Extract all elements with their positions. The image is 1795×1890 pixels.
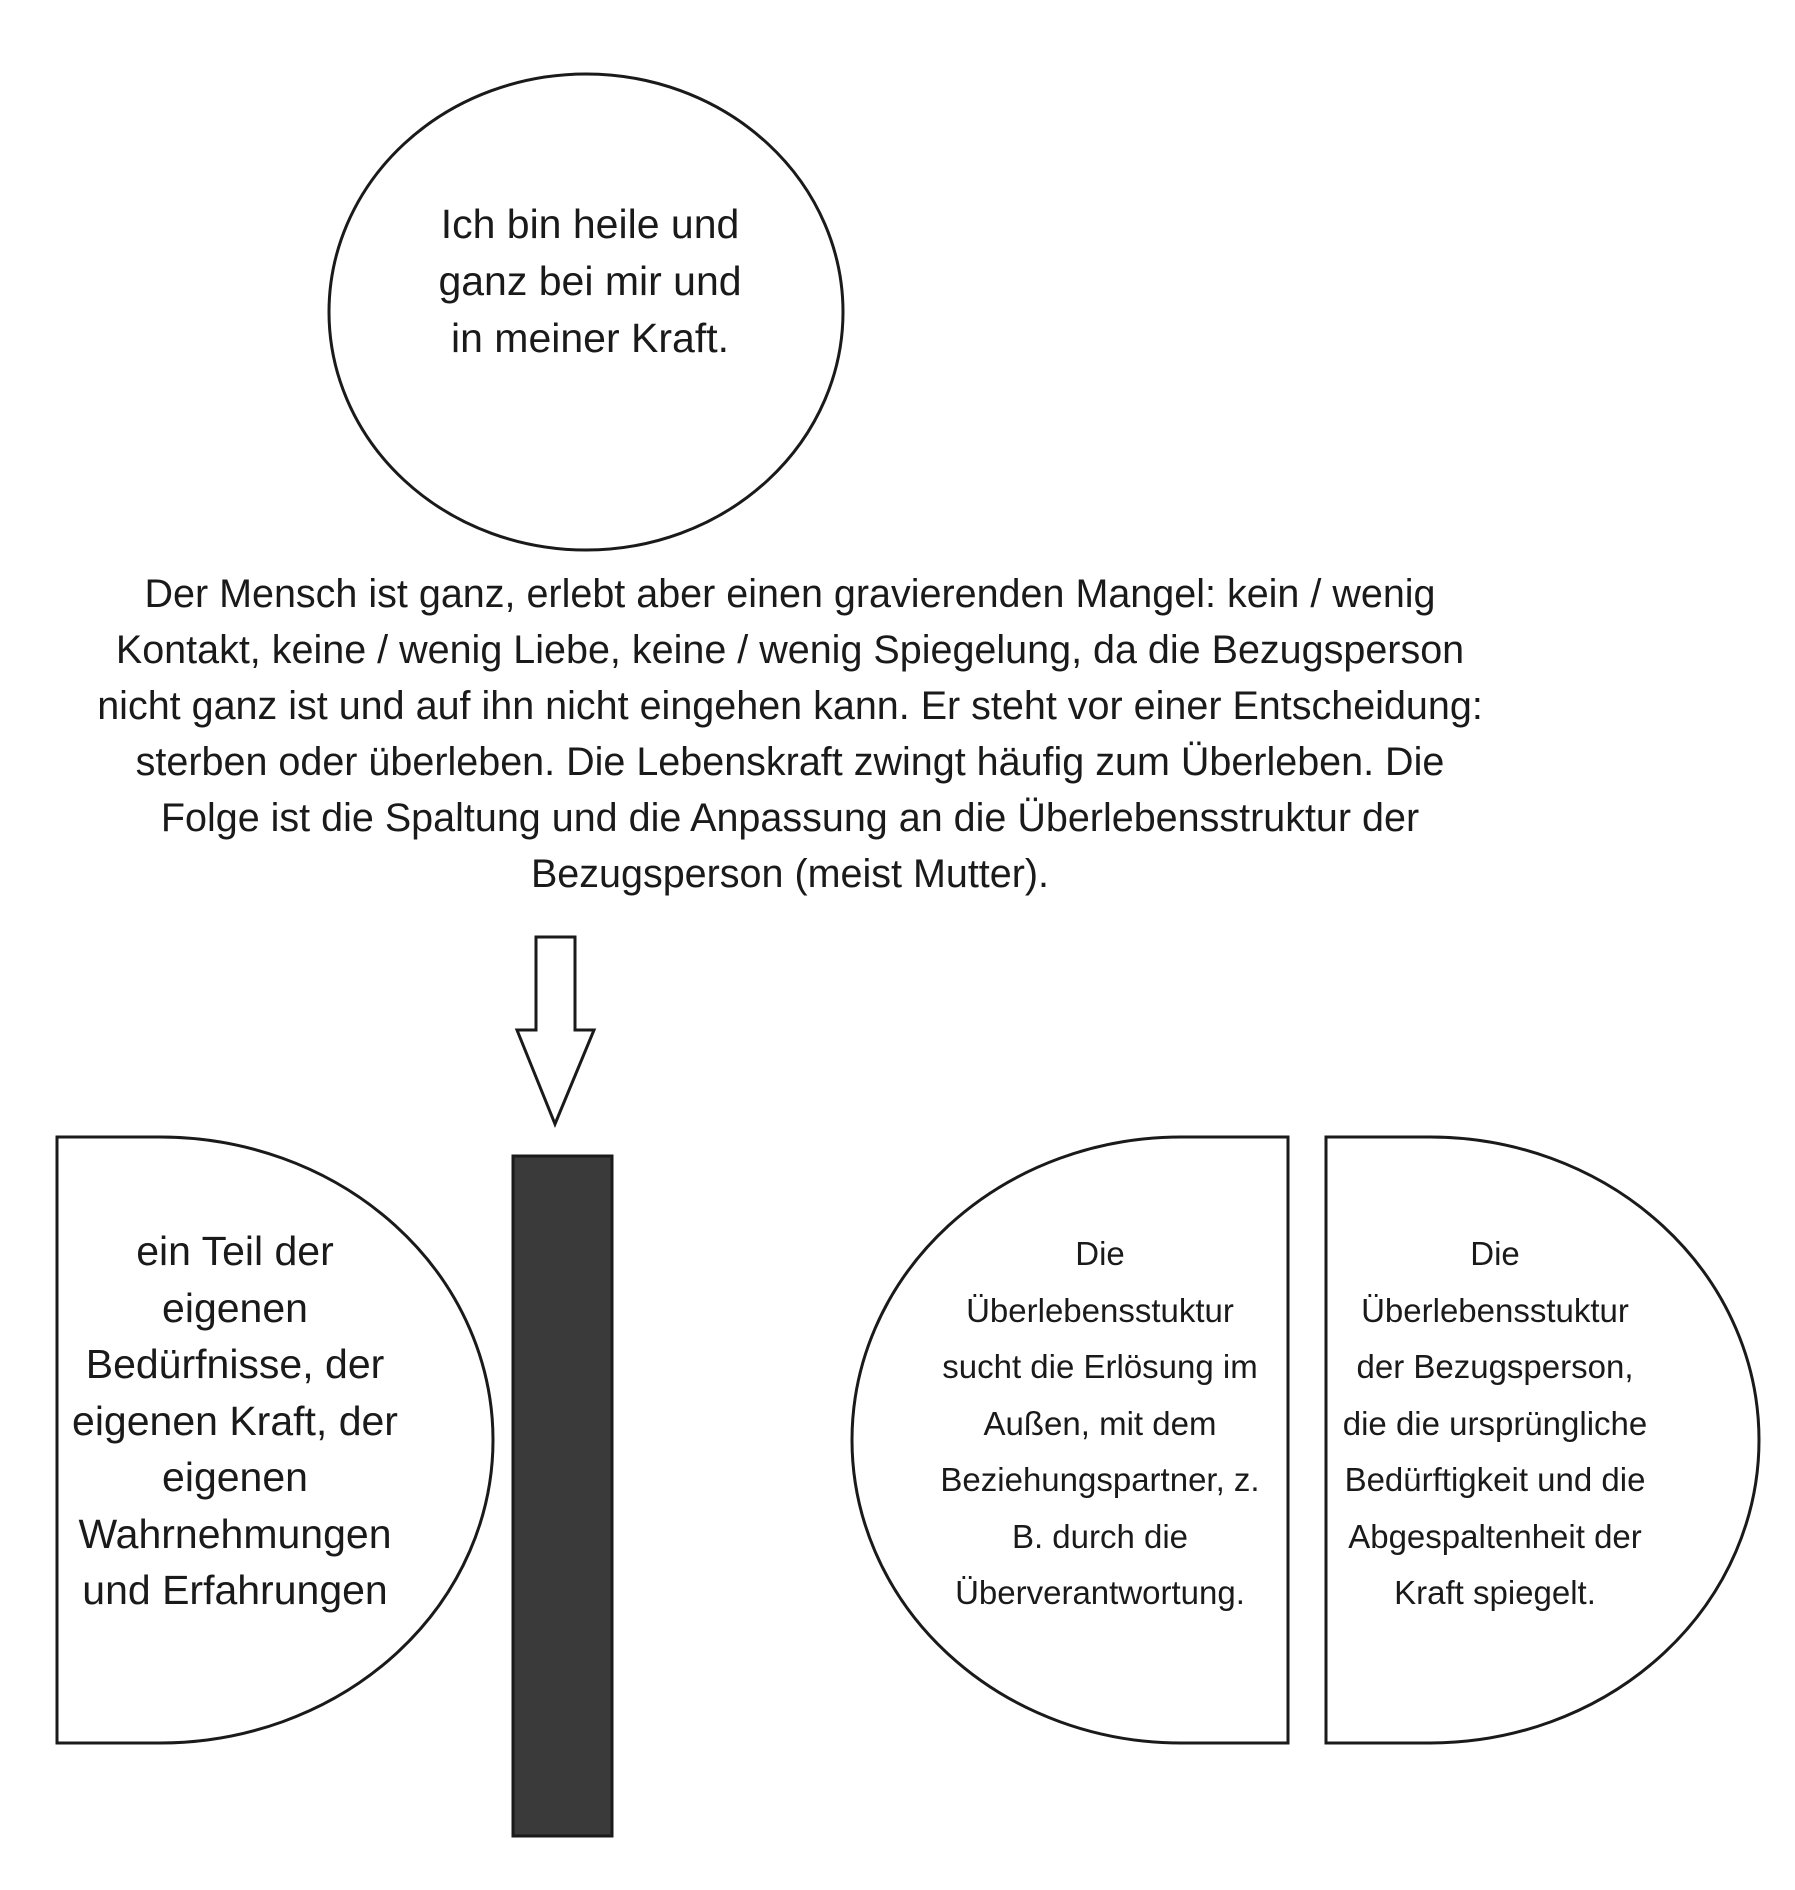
split-off-self-text: ein Teil der eigenen Bedürfnisse, der eigenen Kraft, der eigenen Wahrnehmungen und Erfahrungen (72, 1228, 398, 1613)
down-arrow-icon (517, 937, 594, 1124)
whole-self-text: Ich bin heile und ganz bei mir und in meiner Kraft. (438, 201, 742, 361)
description-text: Der Mensch ist ganz, erlebt aber einen gravierenden Mangel: kein / wenig Kontakt, keine / wenig Liebe, keine / wenig Spiegelung, da die Bezugsperson nicht ganz ist und auf ihn nicht eingehen kann. Er steht vor einer Entscheidung: sterben oder überleben. Die Lebenskraft zwingt häufig zum Überleben. Die Folge ist die Spaltung und die Anpassung an die Überlebensstruktur der Bezugsperson (meist Mutter). (97, 572, 1483, 896)
caregiver-structure-text: Die Überlebensstuktur der Bezugsperson, die die ursprüngliche Bedürftigkeit und die Abgespaltenheit der Kraft spiegelt. (1342, 1235, 1648, 1611)
survival-structure-text: Die Überlebensstuktur sucht die Erlösung im Außen, mit dem Beziehungspartner, z. B. durch die Überverantwortung. (940, 1235, 1260, 1611)
split-divider-bar (513, 1156, 612, 1836)
